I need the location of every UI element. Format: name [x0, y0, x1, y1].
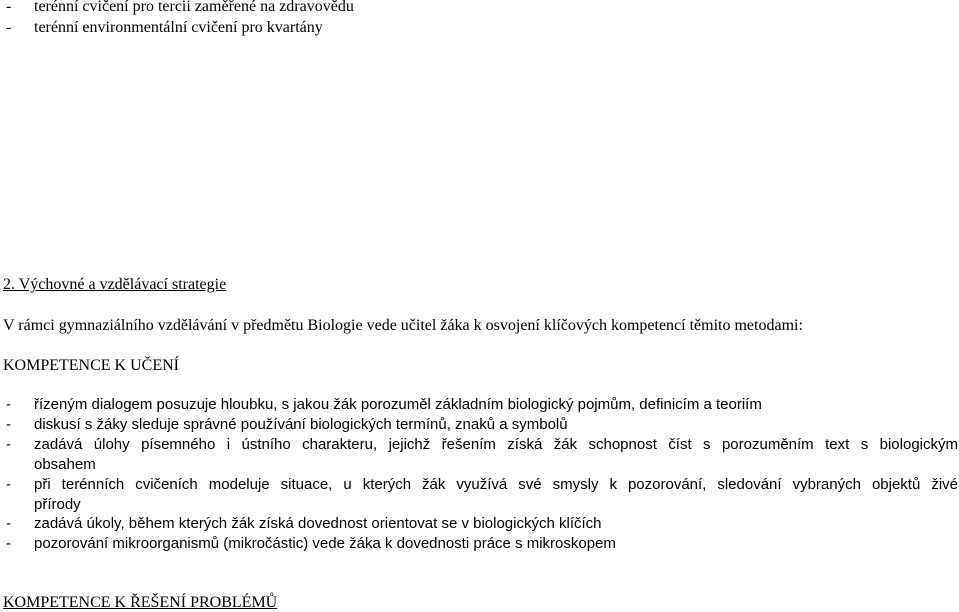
list-item	[6, 19, 323, 37]
list-item-continuation: obsahem	[34, 456, 96, 473]
list-item	[6, 416, 568, 433]
list-item	[6, 0, 354, 16]
intro-paragraph: V rámci gymnaziálního vzdělávání v předmětu Biologie vede učitel žáka k osvojení klíčových kompetencí těmito metodami:	[3, 317, 803, 334]
list-item-text: terénní cvičení pro tercii zaměřené na zdravovědu	[34, 0, 354, 15]
competence-learning-title: KOMPETENCE K UČENÍ	[3, 357, 179, 374]
competence-problems-title: KOMPETENCE K ŘEŠENÍ PROBLÉMŮ	[3, 594, 278, 611]
section-heading: 2. Výchovné a vzdělávací strategie	[3, 276, 227, 293]
list-item-text: pozorování mikroorganismů (mikročástic) vede žáka k dovednosti práce s mikroskopem	[34, 535, 616, 552]
list-item-text: diskusí s žáky sleduje správné používání biologických termínů, znaků a symbolů	[34, 416, 568, 433]
list-dash: -	[6, 416, 11, 433]
list-dash: -	[6, 436, 11, 453]
list-item-text: terénní environmentální cvičení pro kvartány	[34, 19, 323, 36]
list-item	[6, 396, 762, 413]
list-dash: -	[6, 396, 11, 413]
list-item-text: řízeným dialogem posuzuje hloubku, s jakou žák porozuměl základním biologický pojmům, definicím a teoriím	[34, 396, 762, 413]
list-dash: -	[6, 19, 12, 36]
list-item-text: zadává úlohy písemného i ústního charakteru, jejichž řešením získá žák schopnost číst s porozuměním text s biologickým	[34, 436, 958, 453]
list-item-text: zadává úkoly, během kterých žák získá dovednost orientovat se v biologických klíčích	[34, 515, 602, 532]
list-item	[6, 515, 602, 532]
list-item-continuation: přírody	[34, 496, 81, 513]
list-item	[6, 436, 958, 453]
list-item	[6, 476, 958, 493]
list-dash: -	[6, 535, 11, 552]
list-item-text: při terénních cvičeních modeluje situace, u kterých žák využívá své smysly k pozorování, sledování vybraných objektů živé	[34, 476, 958, 493]
list-dash: -	[6, 0, 12, 15]
list-item	[6, 535, 616, 552]
list-dash: -	[6, 515, 11, 532]
list-dash: -	[6, 476, 11, 493]
